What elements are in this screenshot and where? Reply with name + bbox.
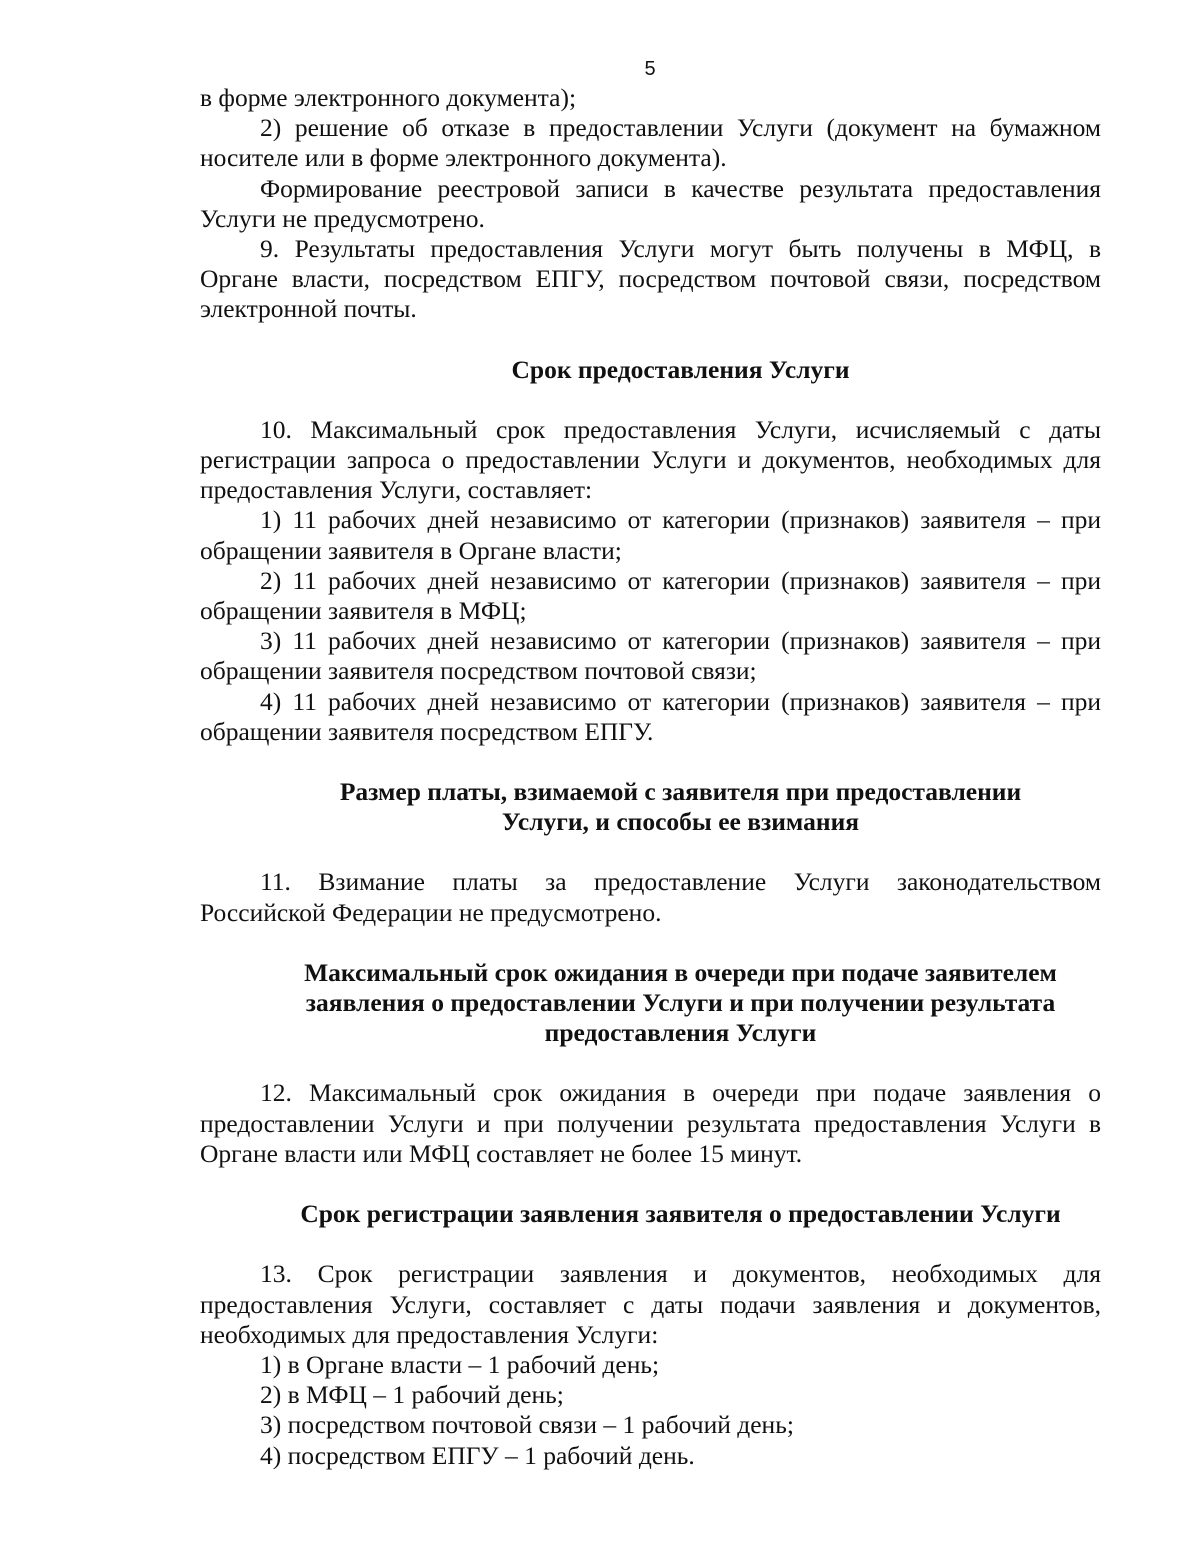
paragraph-item-10-2: 2) 11 рабочих дней независимо от категории (признаков) заявителя – при обращении заявителя в МФЦ; (200, 565, 1101, 626)
paragraph-item-11: 11. Взимание платы за предоставление Услуги законодательством Российской Федерации не предусмотрено. (200, 867, 1101, 927)
section-heading-registration-term (200, 1199, 1101, 1229)
paragraph-item-12: 12. Максимальный срок ожидания в очереди при подаче заявления о предоставлении Услуги и при получении результата предоставления Услуги в Органе власти или МФЦ составляет не более 15 минут. (200, 1078, 1101, 1168)
paragraph-registry-record: Формирование реестровой записи в качестве результата предоставления Услуги не предусмотрено. (200, 173, 1101, 233)
heading-line: Размер платы, взимаемой с заявителя при предоставлении (339, 777, 1022, 807)
heading-line: Максимальный срок ожидания в очереди при подаче заявителем (304, 957, 1057, 987)
paragraph-item-9: 9. Результаты предоставления Услуги могут быть получены в МФЦ, в Органе власти, посредством ЕПГУ, посредством почтовой связи, посредством электронной почты. (200, 234, 1101, 324)
document-body (200, 83, 1101, 1471)
paragraph-item-10-4: 4) 11 рабочих дней независимо от категории (признаков) заявителя – при обращении заявителя посредством ЕПГУ. (200, 686, 1101, 746)
paragraph-continuation: в форме электронного документа); (200, 83, 577, 112)
page-number: 5 (644, 58, 656, 80)
list-item: 1) в Органе власти – 1 рабочий день; (260, 1349, 660, 1379)
paragraph-item-10-3: 3) 11 рабочих дней независимо от категории (признаков) заявителя – при обращении заявителя посредством почтовой связи; (200, 626, 1101, 686)
heading-line: предоставления Услуги (544, 1018, 817, 1048)
section-heading-fee (200, 777, 1101, 837)
list-item: 4) посредством ЕПГУ – 1 рабочий день. (260, 1440, 695, 1470)
list-item: 2) в МФЦ – 1 рабочий день; (260, 1380, 564, 1410)
heading-line: заявления о предоставлении Услуги и при получении результата (305, 988, 1056, 1018)
heading-line: Срок предоставления Услуги (511, 354, 850, 384)
heading-line: Срок регистрации заявления заявителя о предоставлении Услуги (300, 1199, 1061, 1229)
paragraph-decision-refusal: 2) решение об отказе в предоставлении Услуги (документ на бумажном носителе или в форме электронного документа). (200, 113, 1101, 173)
heading-line: Услуги, и способы ее взимания (501, 807, 860, 837)
section-heading-queue-time (200, 958, 1101, 1049)
paragraph-item-10-1: 1) 11 рабочих дней независимо от категории (признаков) заявителя – при обращении заявителя в Органе власти; (200, 505, 1101, 565)
paragraph-item-10: 10. Максимальный срок предоставления Услуги, исчисляемый с даты регистрации запроса о предоставлении Услуги и документов, необходимых для предоставления Услуги, составляет: (200, 414, 1101, 505)
section-heading-service-term (200, 355, 1101, 385)
list-item: 3) посредством почтовой связи – 1 рабочий день; (260, 1410, 794, 1440)
paragraph-item-13: 13. Срок регистрации заявления и документов, необходимых для предоставления Услуги, составляет с даты подачи заявления и документов, необходимых для предоставления Услуги: (200, 1259, 1101, 1349)
